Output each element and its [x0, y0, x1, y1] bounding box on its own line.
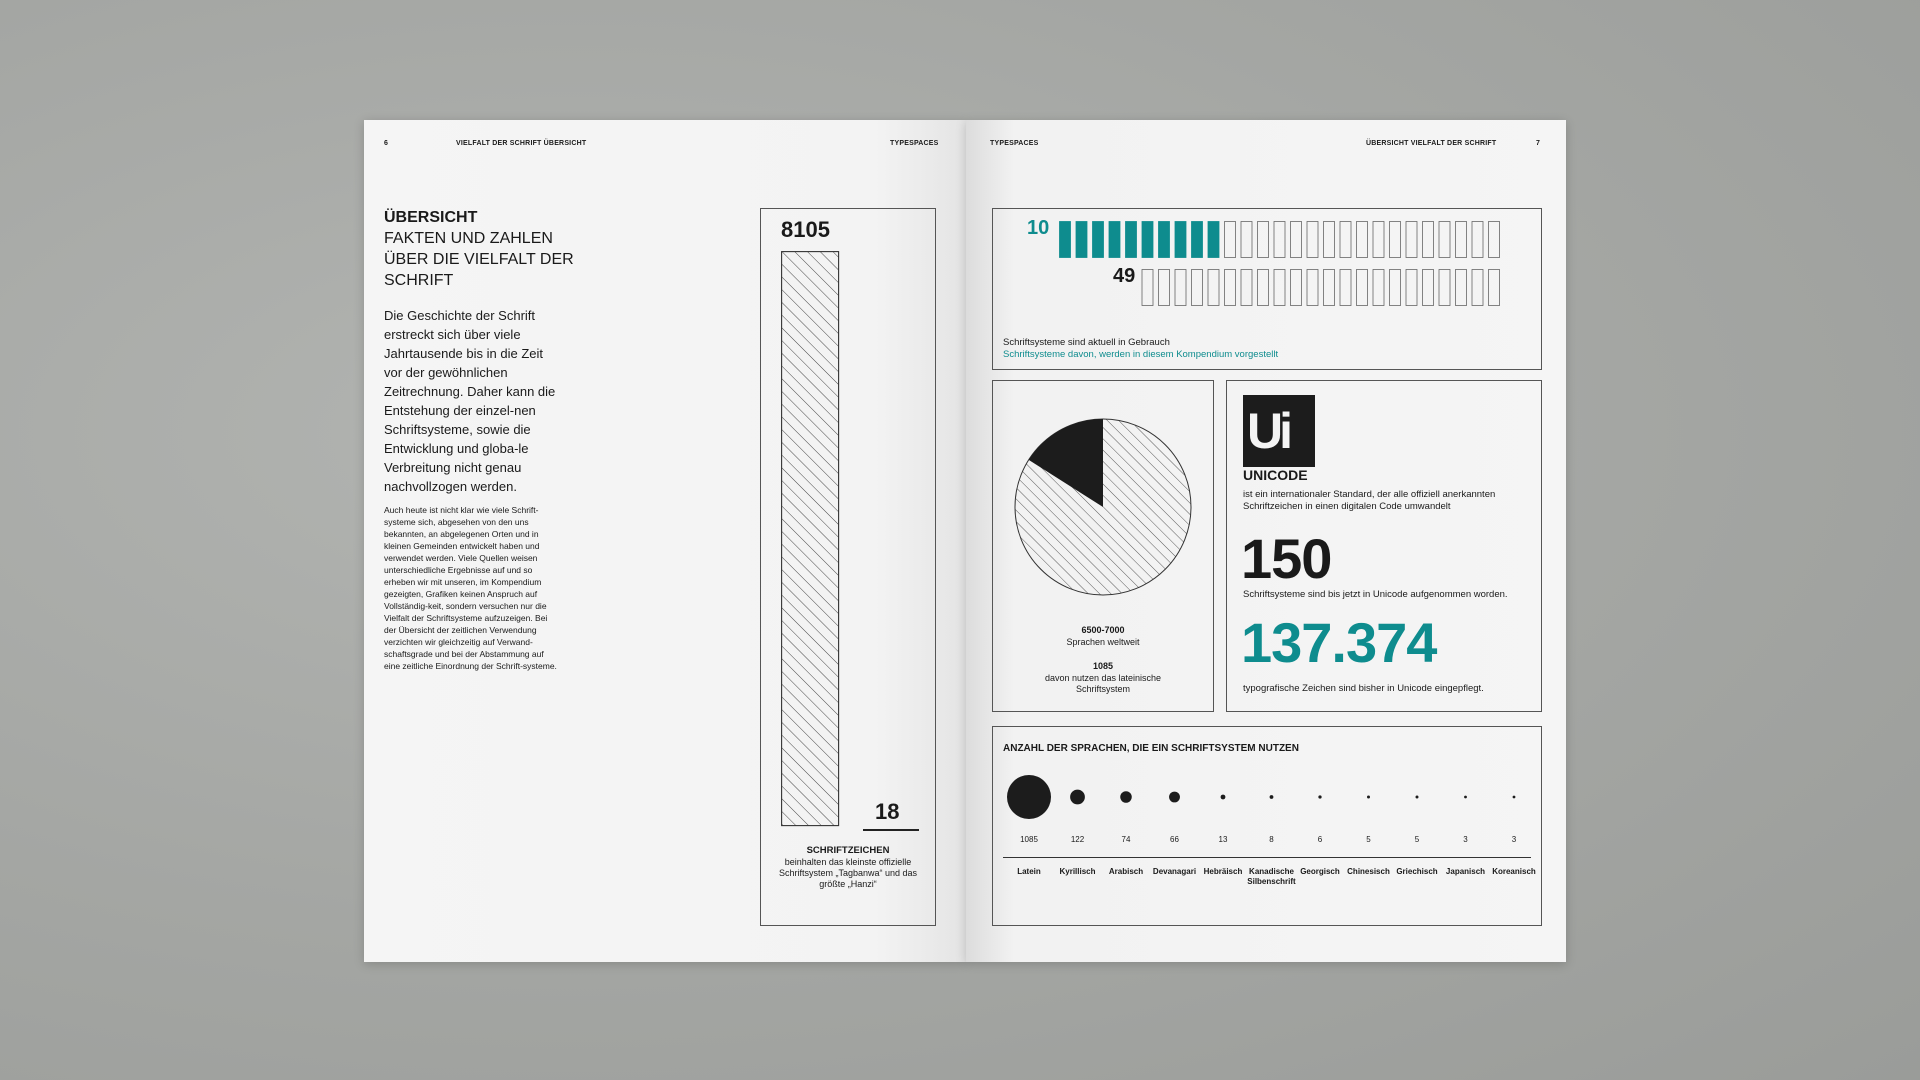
- script-cell-bottom: [1291, 270, 1302, 306]
- languages-title: ANZAHL DER SPRACHEN, DIE EIN SCHRIFTSYSTEM NUTZEN: [1003, 743, 1299, 754]
- script-cell-bottom: [1159, 270, 1170, 306]
- body-paragraph: Auch heute ist nicht klar wie viele Schrift-systeme sich, abgesehen von den uns bekannten, an abgelegenen Orten und in kleinen Gemeinden entwickelt haben und verwendet werden. Viele Quellen weisen unterschiedliche Ergebnisse auf und so erheben wir mit unseren, im Kompendium gezeigten, Grafiken keinen Anspruch auf Vollständig-keit, sondern versuchen nur die Vielfalt der Schriftsysteme aufzuzeigen. Bei der Übersicht der zeitlichen Verwendung verzichten wir gleichzeitig auf Verwand-schaftsgrade und bei der Abstammung auf eine zeitliche Einordnung der Schrift-systeme.: [384, 505, 557, 671]
- script-cell-bottom: [1456, 270, 1467, 306]
- languages-divider: [1003, 857, 1531, 858]
- right-page: [966, 120, 1566, 962]
- languages-pie-box: [992, 380, 1214, 712]
- language-name: Kanadische Silbenschrift: [1247, 867, 1296, 886]
- script-cell-bottom: [1324, 270, 1335, 306]
- script-cell-top: [1076, 222, 1087, 258]
- scripts-grid: [1059, 221, 1529, 311]
- script-cell-bottom: [1489, 270, 1500, 306]
- script-cell-top: [1472, 222, 1483, 258]
- language-value: 1085: [1020, 835, 1038, 844]
- script-cell-top: [1390, 222, 1401, 258]
- script-cell-bottom: [1258, 270, 1269, 306]
- script-cell-top: [1192, 222, 1203, 258]
- language-bubble: [1367, 796, 1370, 799]
- unicode-logo-text: Ui: [1247, 403, 1289, 459]
- language-value: 122: [1070, 835, 1085, 844]
- pie-latin-label: davon nutzen das lateinische Schriftsystem: [1044, 673, 1162, 694]
- script-cell-top: [1439, 222, 1450, 258]
- script-cell-top: [1340, 222, 1351, 258]
- language-name: Arabisch: [1108, 867, 1144, 876]
- script-cell-top: [1423, 222, 1434, 258]
- script-cell-top: [1291, 222, 1302, 258]
- language-bubble: [1464, 796, 1467, 799]
- script-cell-bottom: [1406, 270, 1417, 306]
- unicode-description: ist ein internationaler Standard, der alle offiziell anerkannten Schriftzeichen in einen digitalen Code umwandelt: [1243, 489, 1496, 512]
- language-name: Koreanisch: [1492, 867, 1536, 876]
- language-value: 5: [1366, 835, 1371, 844]
- language-bubble: [1318, 795, 1321, 798]
- unicode-box: [1226, 380, 1542, 712]
- left-running-brand: TYPESPACES: [890, 140, 939, 147]
- language-value: 8: [1269, 835, 1274, 844]
- unicode-logo-word: UNICODE: [1243, 467, 1308, 483]
- glyph-count-box: [760, 208, 936, 926]
- language-value: 5: [1414, 835, 1420, 844]
- script-cell-top: [1307, 222, 1318, 258]
- language-name: Latein: [1017, 867, 1041, 876]
- caption-in-use: Schriftsysteme sind aktuell in Gebrauch: [1003, 337, 1170, 348]
- language-name: Griechisch: [1396, 867, 1438, 876]
- language-bubble: [1120, 791, 1132, 803]
- script-cell-bottom: [1357, 270, 1368, 306]
- script-cell-top: [1208, 222, 1219, 258]
- script-cell-bottom: [1208, 270, 1219, 306]
- language-name: Hebräisch: [1203, 867, 1243, 876]
- unicode-chars-value: 137.374: [1241, 611, 1437, 674]
- glyph-chart-label: SCHRIFTZEICHEN: [806, 845, 890, 856]
- page-subheading: FAKTEN UND ZAHLEN ÜBER DIE VIELFALT DER SCHRIFT: [384, 230, 574, 289]
- script-cell-top: [1159, 222, 1170, 258]
- right-page-number: 7: [1536, 140, 1541, 147]
- script-cell-bottom: [1373, 270, 1384, 306]
- left-page-number: 6: [384, 140, 389, 147]
- language-bubble: [1007, 775, 1051, 819]
- glyph-min-bar: [863, 829, 919, 831]
- left-running-title: VIELFALT DER SCHRIFT ÜBERSICHT: [456, 140, 587, 147]
- unicode-chars-caption: typografische Zeichen sind bisher in Unicode eingepflegt.: [1243, 683, 1484, 694]
- script-cell-bottom: [1142, 270, 1153, 306]
- language-name: Chinesisch: [1347, 867, 1390, 876]
- script-cell-top: [1109, 222, 1120, 258]
- language-name: Georgisch: [1300, 867, 1340, 876]
- script-cell-top: [1456, 222, 1467, 258]
- right-running-brand: TYPESPACES: [990, 140, 1039, 147]
- language-value: 6: [1317, 835, 1323, 844]
- script-cell-bottom: [1390, 270, 1401, 306]
- language-value: 3: [1511, 835, 1517, 844]
- script-cell-bottom: [1192, 270, 1203, 306]
- language-name: Japanisch: [1445, 867, 1486, 876]
- glyph-chart-caption: beinhalten das kleinste offizielle Schriftsystem „Tagbanwa“ und das größte „Hanzi“: [778, 857, 918, 889]
- language-bubble: [1169, 792, 1180, 803]
- script-cell-top: [1324, 222, 1335, 258]
- script-cell-top: [1060, 222, 1071, 258]
- script-cell-bottom: [1472, 270, 1483, 306]
- script-cell-top: [1175, 222, 1186, 258]
- unicode-scripts-caption: Schriftsysteme sind bis jetzt in Unicode aufgenommen worden.: [1243, 589, 1508, 600]
- script-cell-bottom: [1423, 270, 1434, 306]
- page-heading: ÜBERSICHT: [384, 209, 478, 226]
- languages-names-row: [993, 867, 1541, 897]
- script-cell-top: [1093, 222, 1104, 258]
- script-cell-top: [1406, 222, 1417, 258]
- script-cell-bottom: [1175, 270, 1186, 306]
- glyph-max-bar: [781, 251, 841, 827]
- script-cell-top: [1142, 222, 1153, 258]
- script-cell-top: [1489, 222, 1500, 258]
- script-cell-bottom: [1307, 270, 1318, 306]
- script-cell-top: [1357, 222, 1368, 258]
- languages-values-row: [993, 835, 1541, 847]
- script-cell-top: [1258, 222, 1269, 258]
- language-name: Devanagari: [1152, 867, 1197, 876]
- unicode-logo: [1243, 395, 1315, 467]
- right-running-title: ÜBERSICHT VIELFALT DER SCHRIFT: [1366, 140, 1497, 147]
- script-cell-bottom: [1241, 270, 1252, 306]
- script-cell-top: [1126, 222, 1137, 258]
- glyph-max-value: 8105: [781, 217, 830, 242]
- languages-per-script-box: [992, 726, 1542, 926]
- unicode-scripts-value: 150: [1241, 527, 1332, 590]
- language-name: Kyrillisch: [1059, 867, 1096, 876]
- scripts-in-use-box: [992, 208, 1542, 370]
- language-bubble: [1270, 795, 1274, 799]
- lead-paragraph: Die Geschichte der Schrift erstreckt sich über viele Jahrtausende bis in die Zeit vor der gewöhnlichen Zeitrechnung. Daher kann die Entstehung der einzel-nen Schriftsysteme, sowie die Entwicklung und globa-le Verbreitung nicht genau nachvollzogen werden.: [384, 308, 556, 494]
- script-cell-bottom: [1225, 270, 1236, 306]
- script-cell-bottom: [1274, 270, 1285, 306]
- caption-presented: Schriftsysteme davon, werden in diesem Kompendium vorgestellt: [1003, 349, 1279, 360]
- languages-pie-chart: [1013, 417, 1193, 597]
- language-value: 3: [1463, 835, 1468, 844]
- script-cell-top: [1274, 222, 1285, 258]
- language-bubble: [1513, 796, 1516, 799]
- script-cell-top: [1241, 222, 1252, 258]
- language-bubble: [1416, 796, 1419, 799]
- language-value: 13: [1218, 835, 1228, 844]
- language-bubble: [1070, 790, 1085, 805]
- language-value: 66: [1170, 835, 1179, 844]
- language-bubble: [1221, 795, 1226, 800]
- script-cell-top: [1373, 222, 1384, 258]
- pie-total-value: 6500-7000: [1081, 625, 1125, 635]
- script-cell-bottom: [1439, 270, 1450, 306]
- in-use-scripts-value: 49: [1113, 265, 1136, 287]
- pie-total-label: Sprachen weltweit: [1066, 637, 1140, 647]
- script-cell-top: [1225, 222, 1236, 258]
- language-value: 74: [1121, 835, 1131, 844]
- languages-bubble-row: [993, 767, 1541, 827]
- left-page: [364, 120, 966, 962]
- pie-latin-value: 1085: [1092, 661, 1114, 671]
- glyph-min-value: 18: [875, 799, 900, 824]
- script-cell-bottom: [1340, 270, 1351, 306]
- presented-scripts-value: 10: [1027, 217, 1050, 239]
